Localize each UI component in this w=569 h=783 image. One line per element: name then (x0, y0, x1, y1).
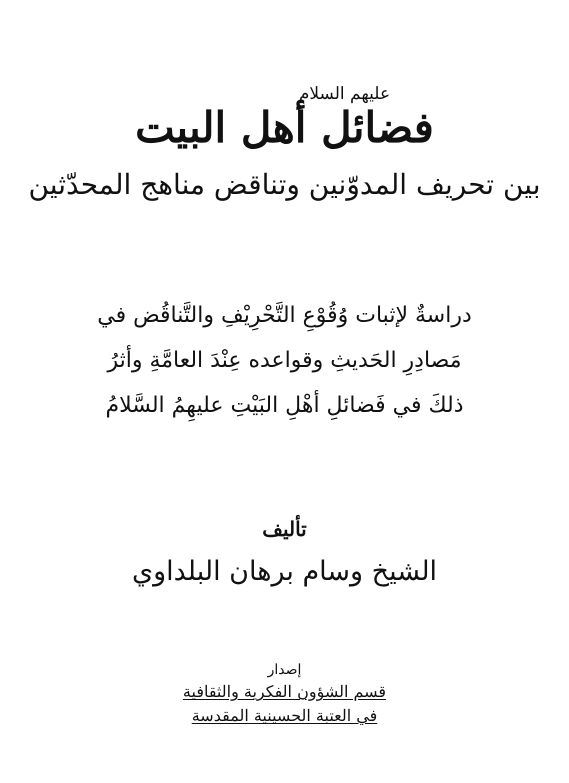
publisher-block (0, 660, 569, 728)
book-subtitle: بين تحريف المدوّنين وتناقض مناهج المحدّثين (28, 168, 541, 201)
title-honorific: عليهم السلام (298, 84, 391, 104)
publisher-line: في العتبة الحسينية المقدسة (191, 706, 378, 725)
author-label: تأليف (262, 517, 307, 541)
author-name: الشيخ وسام برهان البلداوي (131, 556, 438, 587)
publisher-line: قسم الشؤون الفكرية والثقافية (182, 682, 387, 701)
title-block (40, 70, 529, 150)
publisher-label: إصدار (267, 662, 302, 678)
book-title: فضائل أهل البيت (135, 103, 434, 152)
description-line: مَصادِرِ الحَديثِ وقواعده عِنْدَ العامَّةِ وأثرُ (107, 348, 462, 373)
description-line: دراسةٌ لإثبات وُقُوْعِ التَّحْرِيْفِ والتَّناقُض في (97, 303, 472, 328)
description-line: ذلكَ في فَضائلِ أهْلِ البَيْتِ عليهِمُ السَّلامُ (105, 393, 464, 418)
book-description (45, 293, 524, 428)
